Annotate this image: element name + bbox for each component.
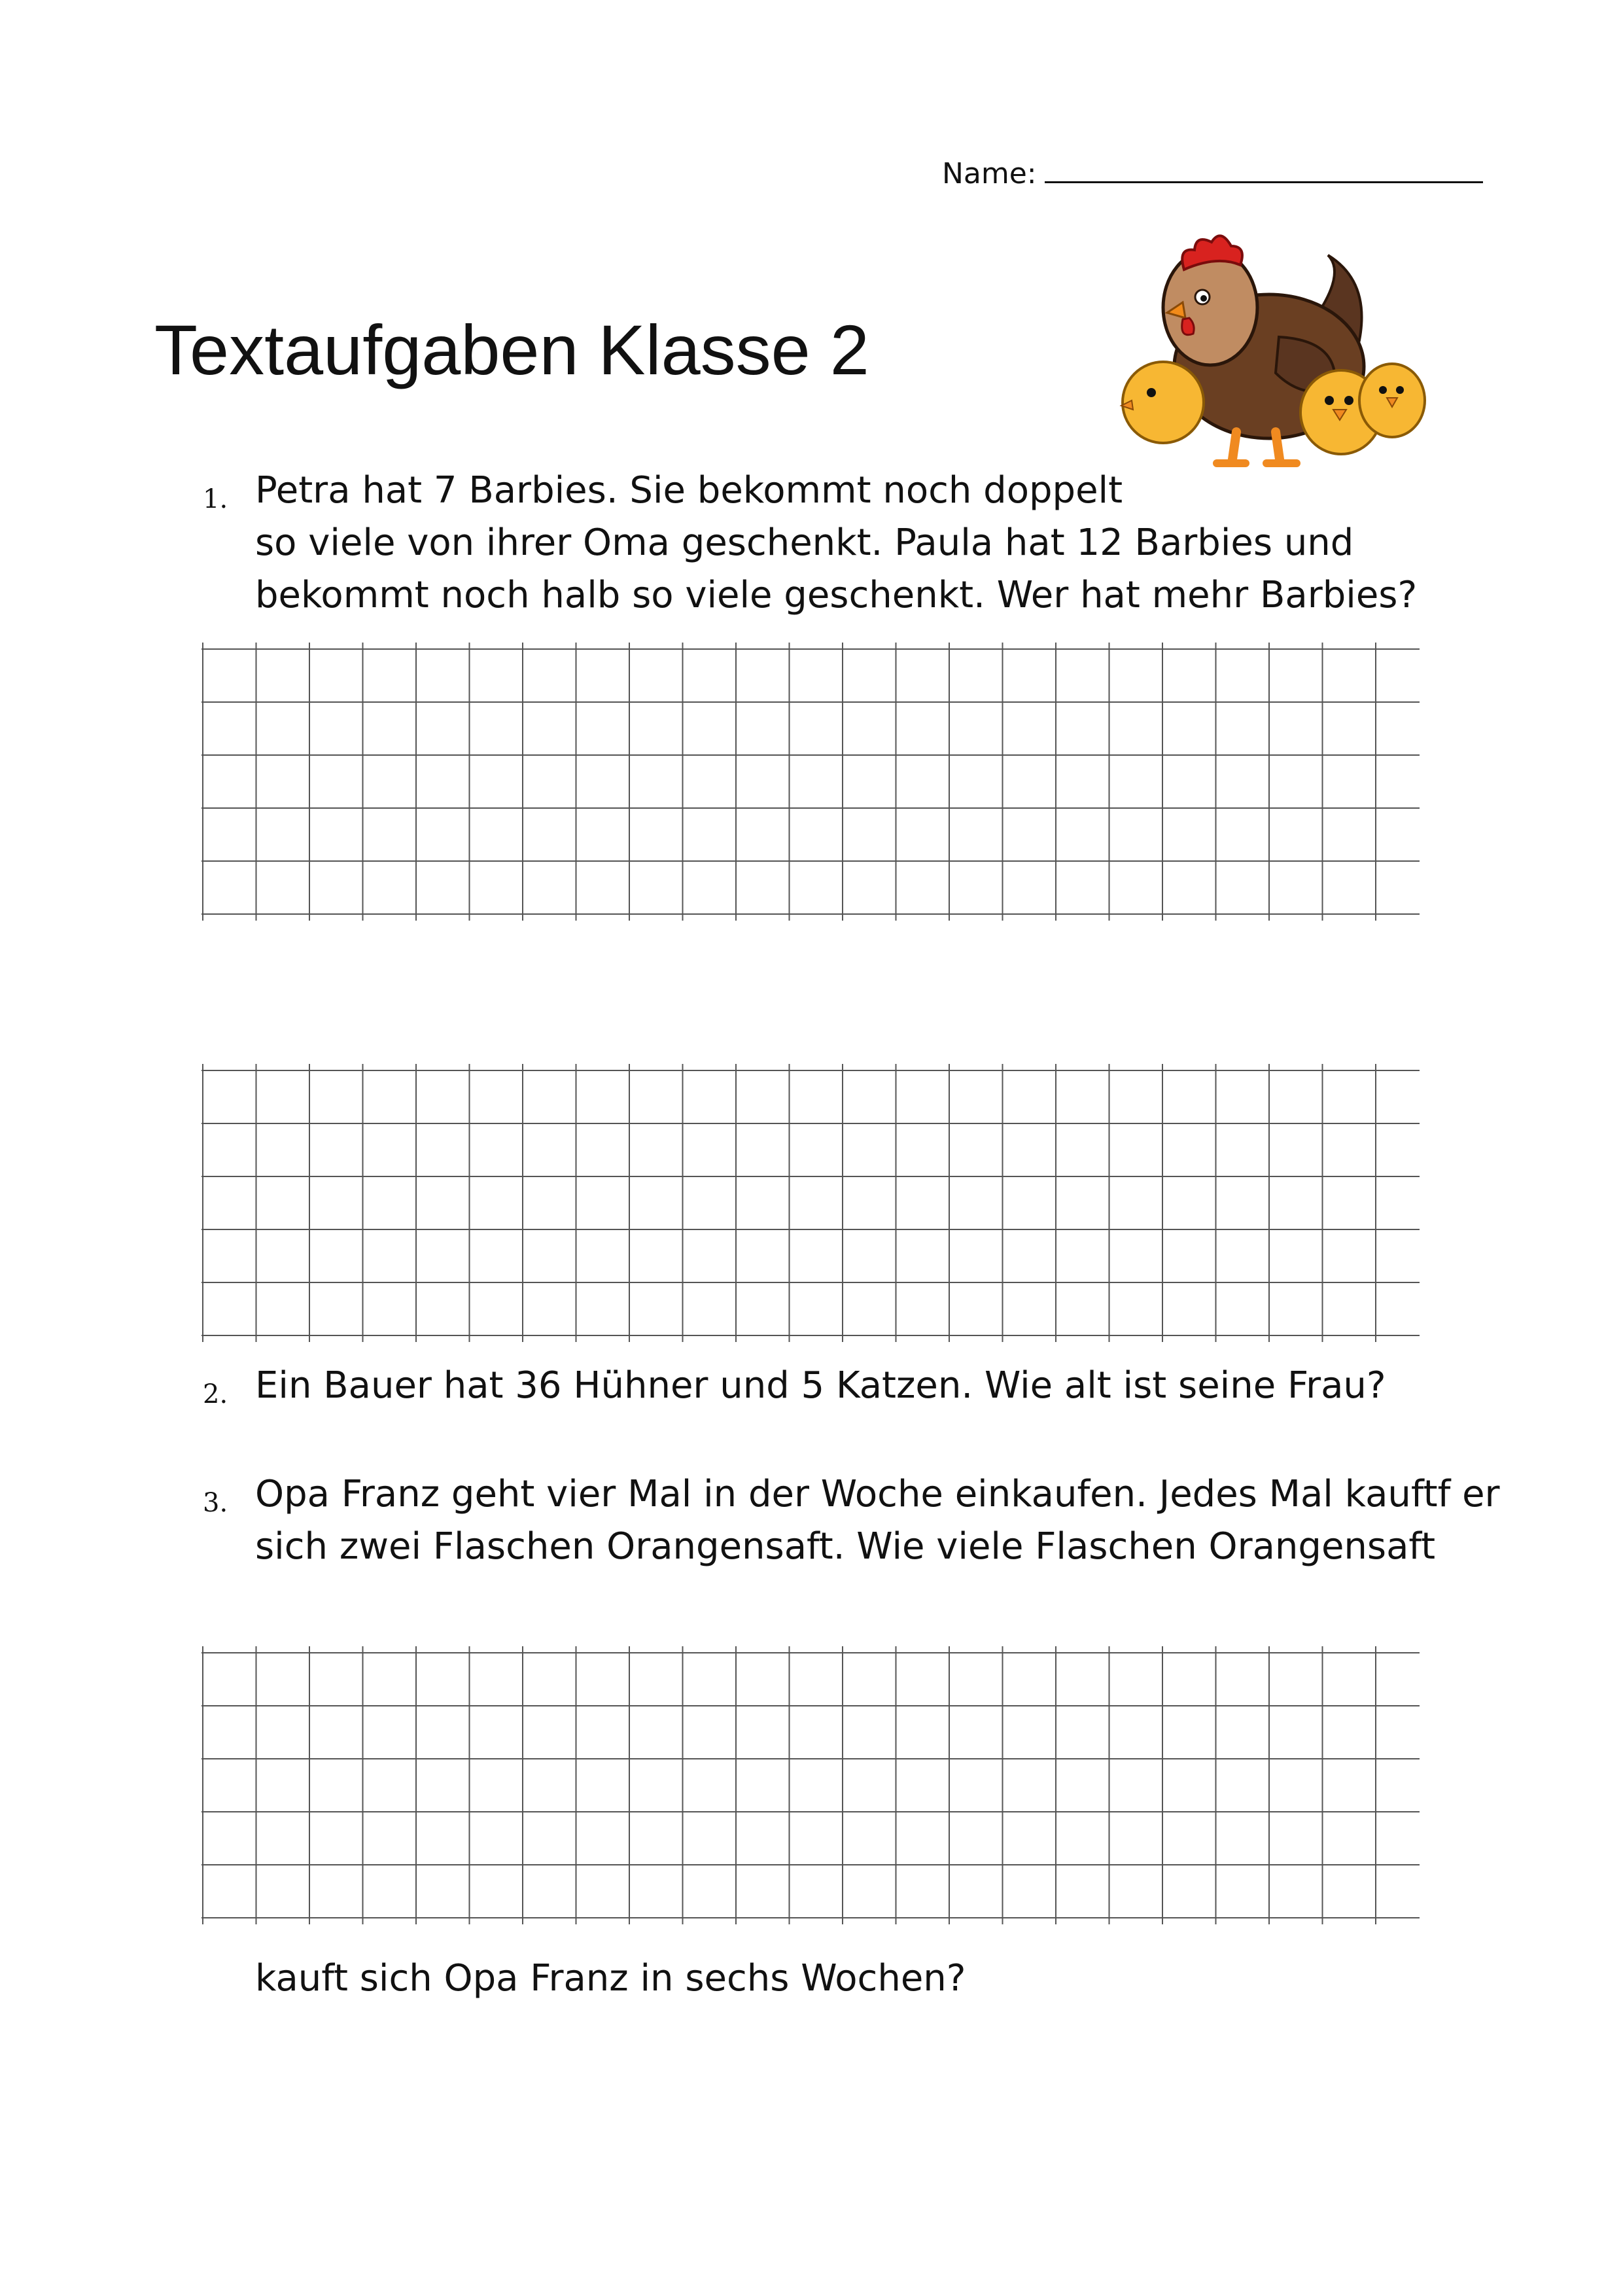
hen-with-chicks-icon (1112, 229, 1426, 478)
task-1-text (255, 465, 1485, 622)
answer-grid[interactable] (201, 1646, 1420, 1924)
task-line: kauft sich Opa Franz in sechs Wochen? (255, 1957, 966, 2000)
answer-grid[interactable] (201, 643, 1420, 921)
task-line: Opa Franz geht vier Mal in der Woche einkaufen. Jedes Mal kauftf er (255, 1473, 1500, 1515)
answer-grid[interactable] (201, 1064, 1420, 1342)
task-number: 3. (203, 1488, 228, 1518)
name-label: Name: (942, 157, 1037, 190)
task-2-text (255, 1360, 1485, 1412)
task-number: 1. (203, 484, 228, 514)
task-number: 2. (203, 1379, 228, 1409)
name-blank-line[interactable] (1045, 176, 1483, 183)
task-line: sich zwei Flaschen Orangensaft. Wie viele Flaschen Orangensaft (255, 1525, 1436, 1568)
task-3-text (255, 1468, 1500, 1573)
name-field[interactable] (942, 157, 1483, 190)
task-line: Ein Bauer hat 36 Hühner und 5 Katzen. Wie alt ist seine Frau? (255, 1364, 1386, 1407)
task-line: Petra hat 7 Barbies. Sie bekommt noch doppelt (255, 469, 1123, 512)
task-line: bekommt noch halb so viele geschenkt. Wer hat mehr Barbies? (255, 574, 1418, 616)
page-title: Textaufgaben Klasse 2 (154, 310, 869, 389)
task-3-continuation (255, 1952, 1485, 2005)
task-line: so viele von ihrer Oma geschenkt. Paula hat 12 Barbies und (255, 521, 1354, 564)
